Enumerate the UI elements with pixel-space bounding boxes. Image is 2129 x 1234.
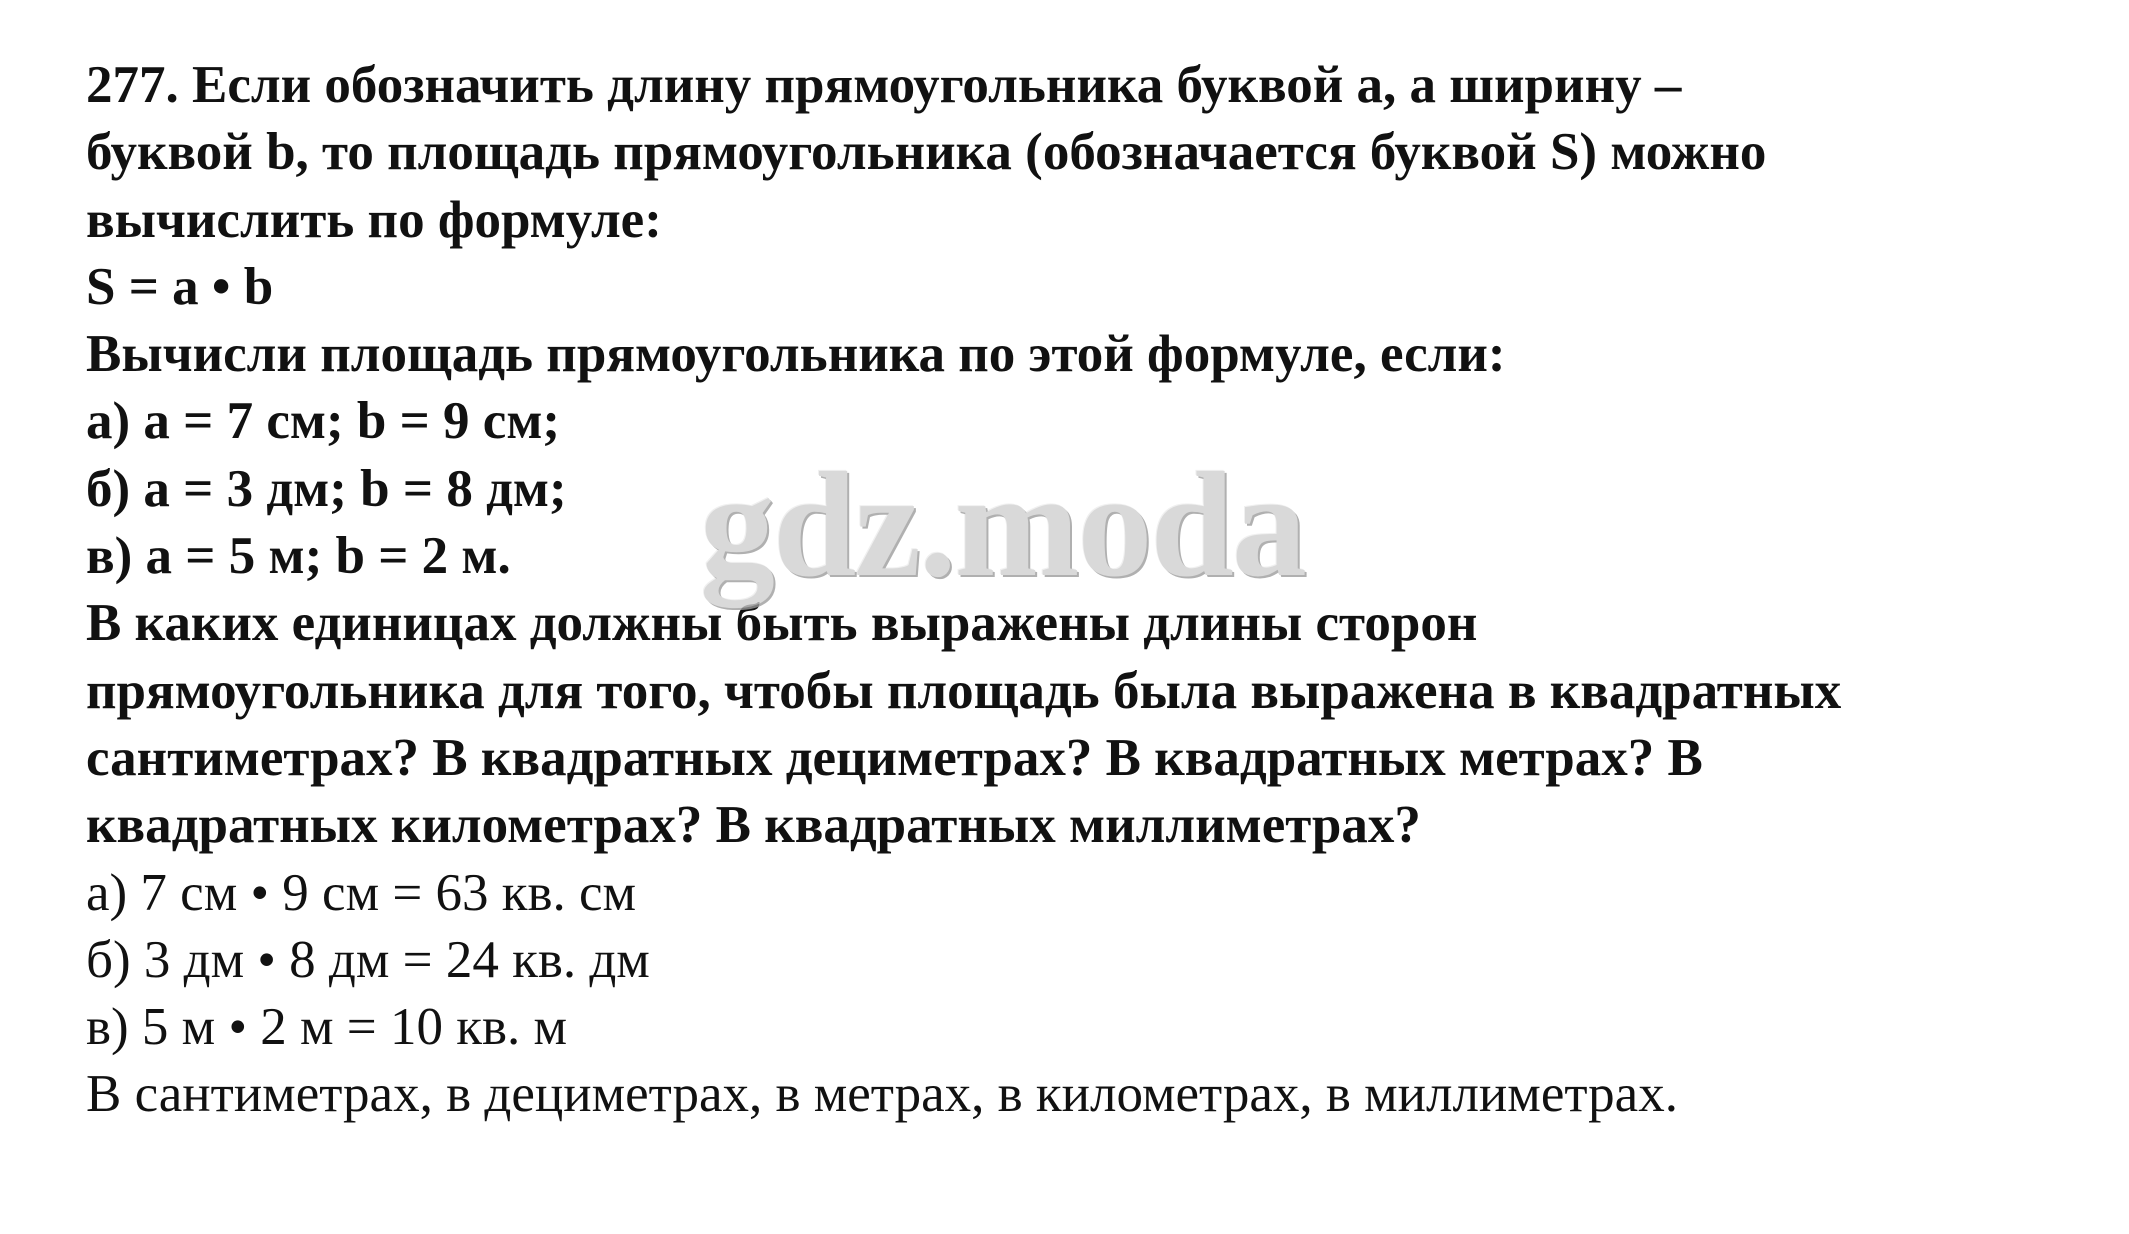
task-instruction: Вычисли площадь прямоугольника по этой формуле, если: [86,325,1506,384]
task-question-4: квадратных километрах? В квадратных миллиметрах? [86,796,1421,855]
task-line-1: 277. Если обозначить длину прямоугольника буквой а, а ширину – [86,56,1682,114]
answer-units: В сантиметрах, в дециметрах, в метрах, в километрах, в миллиметрах. [86,1065,1678,1124]
task-question-1: В каких единицах должны быть выражены длины сторон [86,594,1478,653]
watermark-logo: gdz.moda [700,442,1305,608]
answer-b: б) 3 дм • 8 дм = 24 кв. дм [86,930,650,989]
answer-c: в) 5 м • 2 м = 10 кв. м [86,998,568,1057]
task-case-a: а) a = 7 см; b = 9 см; [86,392,561,451]
document-page [86,52,2106,1129]
task-line-3: вычислить по формуле: [86,190,662,249]
formula-line: S = a • b [86,257,274,316]
task-question-3: сантиметрах? В квадратных дециметрах? В квадратных метрах? В [86,728,1703,787]
task-line-2: буквой b, то площадь прямоугольника (обозначается буквой S) можно [86,123,1767,182]
task-question-2: прямоугольника для того, чтобы площадь была выражена в квадратных [86,661,1842,720]
answer-a: а) 7 см • 9 см = 63 кв. см [86,863,637,922]
task-case-b: б) a = 3 дм; b = 8 дм; [86,459,567,518]
task-case-c: в) a = 5 м; b = 2 м. [86,527,511,586]
